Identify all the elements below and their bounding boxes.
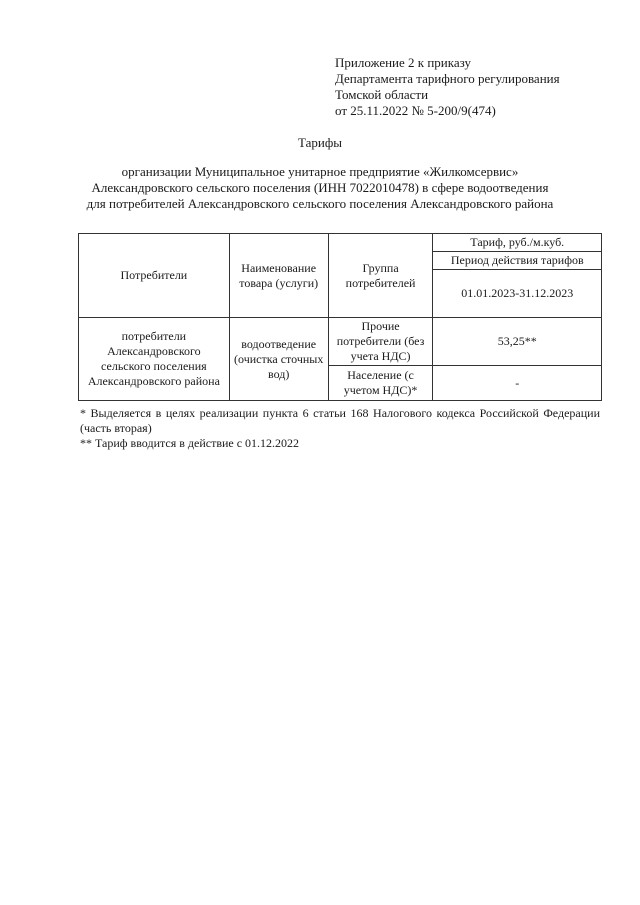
subtitle-line-2: Александровского сельского поселения (ИНН 7022010478) в сфере водоотведения — [91, 180, 549, 195]
document-subtitle — [40, 164, 600, 212]
row-group-other: Прочие потребители (без учета НДС) — [328, 318, 433, 366]
header-tariff: Тариф, руб./м.куб. — [433, 234, 602, 252]
header-period-label: Период действия тарифов — [433, 252, 602, 270]
row-product: водоотведение (очистка сточных вод) — [229, 318, 328, 401]
footnote-1: * Выделяется в целях реализации пункта 6 статьи 168 Налогового кодекса Российской Федерации (часть вторая) — [80, 406, 600, 435]
row-value-population: - — [433, 366, 602, 401]
header-consumers: Потребители — [79, 234, 230, 318]
appendix-header — [335, 55, 560, 119]
tariff-table — [78, 233, 602, 401]
footnotes — [80, 406, 600, 451]
appendix-line-1: Приложение 2 к приказу — [335, 55, 472, 70]
row-consumer: потребители Александровского сельского поселения Александровского района — [79, 318, 230, 401]
subtitle-line-1: организации Муниципальное унитарное предприятие «Жилкомсервис» — [121, 164, 519, 179]
header-group: Группа потребителей — [328, 234, 433, 318]
appendix-line-3: Томской области — [335, 87, 429, 102]
appendix-line-2: Департамента тарифного регулирования — [335, 71, 560, 86]
appendix-line-4: от 25.11.2022 № 5-200/9(474) — [335, 103, 496, 118]
subtitle-line-3: для потребителей Александровского сельского поселения Александровского района — [86, 196, 554, 211]
row-value-other: 53,25** — [433, 318, 602, 366]
header-product: Наименование товара (услуги) — [229, 234, 328, 318]
row-group-population: Население (с учетом НДС)* — [328, 366, 433, 401]
document-title: Тарифы — [297, 135, 342, 150]
header-period: 01.01.2023-31.12.2023 — [433, 270, 602, 318]
footnote-2: ** Тариф вводится в действие с 01.12.2022 — [80, 436, 300, 450]
